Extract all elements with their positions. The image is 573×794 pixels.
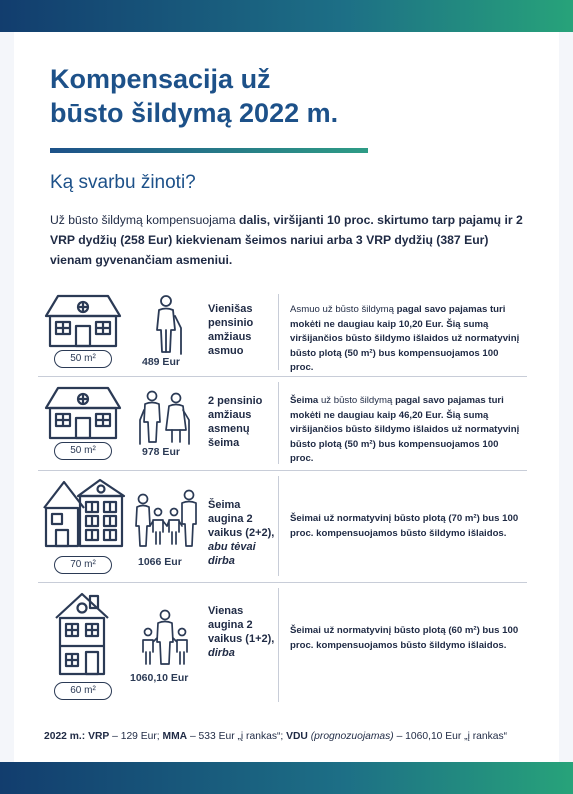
case-row-4: [38, 582, 527, 712]
case-row-3: [38, 470, 527, 583]
footer-vrp-value: – 129 Eur;: [109, 731, 163, 742]
area-badge: 60 m²: [54, 682, 112, 700]
household-type: [208, 498, 278, 568]
area-badge: 70 m²: [54, 556, 112, 574]
footer-vdu-note: (prognozuojamas): [307, 731, 394, 742]
footer-mma-value: – 533 Eur „į rankas“;: [187, 731, 287, 742]
compensation-description: [290, 394, 522, 467]
title-line-2: būsto šildymą 2022 m.: [50, 98, 339, 128]
desc-bold-2: pagal savo pajamas turi mokėti ne daugiau kaip 46,20 Eur. Šią sumą viršijančios būsto šildymo išlaidos už normatyvinį būsto plotą (50 m²) bus kompensuojamos 100 proc.: [290, 395, 520, 464]
column-divider: [278, 588, 279, 702]
case-row-1: [38, 288, 527, 377]
footer-vdu-label: VDU: [286, 731, 308, 742]
household-type: [208, 604, 278, 660]
footer-year: 2022 m.:: [44, 731, 86, 742]
household-type-note: abu tėvai dirba: [208, 541, 256, 567]
elderly-person-icon: [150, 294, 186, 356]
family-two-parents-icon: [134, 490, 198, 550]
desc-bold: Šeima: [290, 395, 321, 406]
compensation-description: Šeimai už normatyvinį būsto plotą (70 m²) bus 100 proc. kompensuojamos būsto šildymo išlaidos.: [290, 513, 519, 539]
monthly-income: 1066 Eur: [138, 556, 182, 568]
single-house-icon: [44, 294, 122, 348]
household-type: Vienišas pensinio amžiaus asmuo: [208, 303, 254, 357]
footer-note: [44, 731, 544, 742]
desc-bold: pagal savo pajamas turi mokėti ne daugiau kaip 10,20 Eur. Šią sumą viršijančios būsto šildymo išlaidos už normatyvinį būsto plotą (50 m²) bus: [290, 304, 520, 359]
monthly-income: 1060,10 Eur: [130, 672, 189, 684]
footer-vdu-value: – 1060,10 Eur „į rankas“: [393, 731, 508, 742]
page-title: [50, 62, 470, 130]
area-badge: 50 m²: [54, 442, 112, 460]
column-divider: [278, 382, 279, 464]
title-underline: [50, 148, 368, 153]
subtitle: Ką svarbu žinoti?: [50, 172, 196, 193]
tall-house-icon: [54, 592, 110, 676]
top-gradient-bar: [0, 0, 573, 32]
intro-bold-text: dalis, viršijanti 10 proc. skirtumo tarp pajamų ir 2 VRP dydžių (258 Eur) kiekvienam šeimos nariui arba 3 VRP dydžių (387 Eur) vienam gyvenančiam asmeniui.: [50, 213, 523, 267]
single-parent-family-icon: [140, 610, 190, 666]
area-badge: 50 m²: [54, 350, 112, 368]
desc-text: Asmuo už būsto šildymą: [290, 304, 397, 315]
household-type: 2 pensinio amžiaus asmenų šeima: [208, 395, 263, 449]
intro-text: Už būsto šildymą kompensuojama: [50, 213, 239, 227]
title-line-1: Kompensacija už: [50, 64, 271, 94]
monthly-income: 489 Eur: [142, 356, 180, 368]
case-row-2: [38, 376, 527, 471]
household-type-text: Vienas augina 2 vaikus (1+2),: [208, 605, 275, 645]
desc-text: už būsto šildymą: [320, 395, 396, 406]
bottom-gradient-bar: [0, 762, 573, 794]
intro-paragraph: [50, 210, 525, 270]
compensation-description: [290, 303, 522, 376]
footer-mma-label: MMA: [162, 731, 188, 742]
apartment-building-icon: [42, 478, 126, 548]
column-divider: [278, 476, 279, 576]
monthly-income: 978 Eur: [142, 446, 180, 458]
household-type-note: dirba: [208, 647, 235, 659]
elderly-couple-icon: [138, 390, 192, 446]
footer-vrp-label: VRP: [88, 731, 110, 742]
household-type-text: Šeima augina 2 vaikus (2+2),: [208, 499, 275, 539]
compensation-description: Šeimai už normatyvinį būsto plotą (60 m²) bus 100 proc. kompensuojamos būsto šildymo išlaidos.: [290, 625, 519, 651]
single-house-icon: [44, 386, 122, 440]
column-divider: [278, 294, 279, 370]
desc-bold-2: kompensuojamos 100 proc.: [290, 347, 499, 373]
